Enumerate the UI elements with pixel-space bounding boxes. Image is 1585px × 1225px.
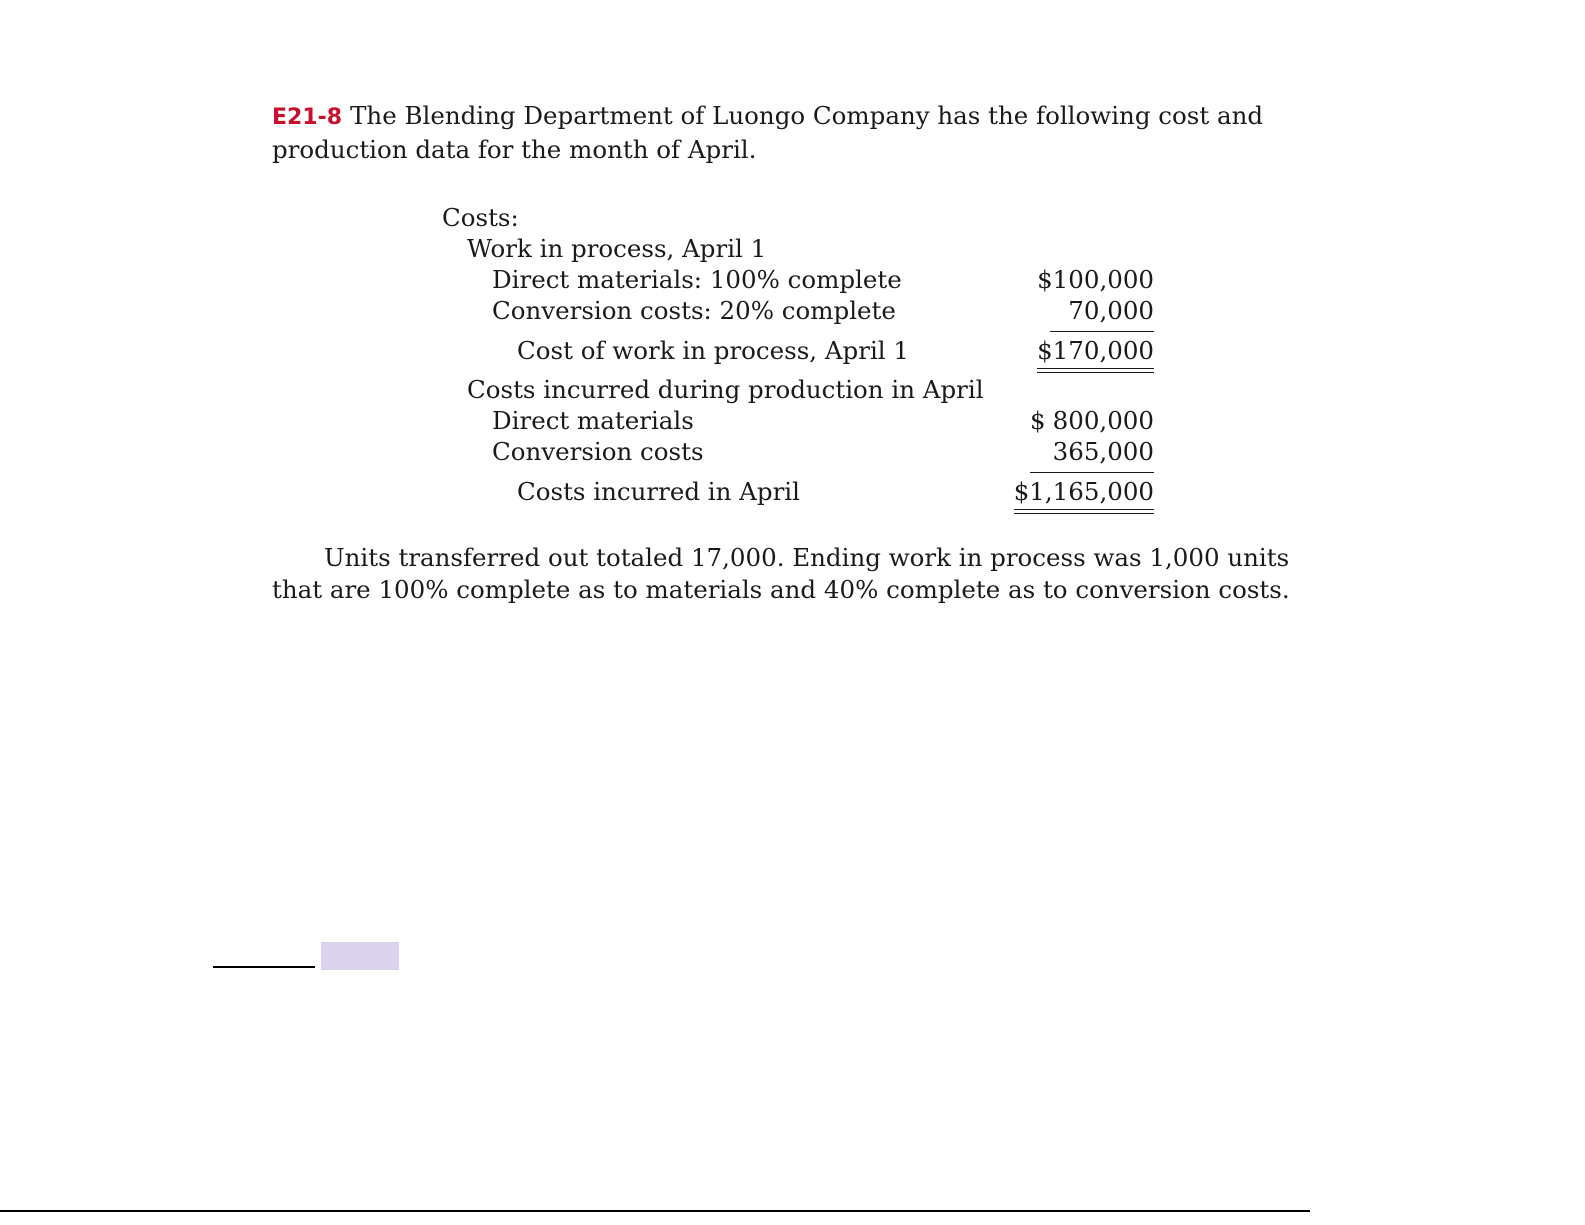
wip-conversion-costs-amount: 70,000: [1050, 295, 1154, 326]
incurred-total-amount: $1,165,000: [1013, 477, 1154, 506]
wip-total-amount: $170,000: [1037, 336, 1154, 365]
answer-blank-line[interactable]: [213, 966, 315, 968]
incurred-conversion-costs-row: [442, 436, 1154, 467]
page-bottom-rule: [0, 1210, 1310, 1212]
exercise-intro: [272, 100, 1322, 166]
wip-conversion-costs-label: Conversion costs: 20% complete: [492, 296, 896, 325]
incurred-conversion-costs-amount: 365,000: [1030, 436, 1154, 467]
incurred-direct-materials-amount: 800,000: [1052, 406, 1154, 435]
answer-input-box[interactable]: [321, 942, 399, 970]
wip-direct-materials-amount: $100,000: [1037, 265, 1154, 294]
wip-total-row: [442, 335, 1154, 366]
costs-heading-row: [442, 202, 1154, 233]
incurred-heading-row: [442, 374, 1154, 405]
closing-paragraph: Units transferred out totaled 17,000. Ending work in process was 1,000 units that are 100% complete as to materials and 40% complete as to conversion costs.: [272, 543, 1290, 604]
incurred-conversion-costs-label: Conversion costs: [492, 437, 704, 466]
wip-heading-row: [442, 233, 1154, 264]
costs-heading: Costs:: [442, 203, 519, 232]
wip-heading: Work in process, April 1: [467, 234, 767, 263]
exercise-intro-text: The Blending Department of Luongo Company has the following cost and production data for the month of April.: [272, 101, 1264, 164]
cost-data-table: [442, 202, 1154, 507]
dollar-sign: $: [1030, 406, 1046, 435]
exercise-id: E21-8: [272, 105, 343, 130]
incurred-total-row: [442, 476, 1154, 507]
incurred-heading: Costs incurred during production in April: [467, 375, 984, 404]
incurred-total-label: Costs incurred in April: [517, 477, 800, 506]
incurred-direct-materials-row: [442, 405, 1154, 436]
incurred-direct-materials-label: Direct materials: [492, 406, 694, 435]
incurred-direct-materials-amount-cell: [1030, 405, 1154, 436]
wip-conversion-costs-row: [442, 295, 1154, 326]
wip-total-label: Cost of work in process, April 1: [517, 336, 909, 365]
wip-direct-materials-label: Direct materials: 100% complete: [492, 265, 902, 294]
wip-direct-materials-row: [442, 264, 1154, 295]
